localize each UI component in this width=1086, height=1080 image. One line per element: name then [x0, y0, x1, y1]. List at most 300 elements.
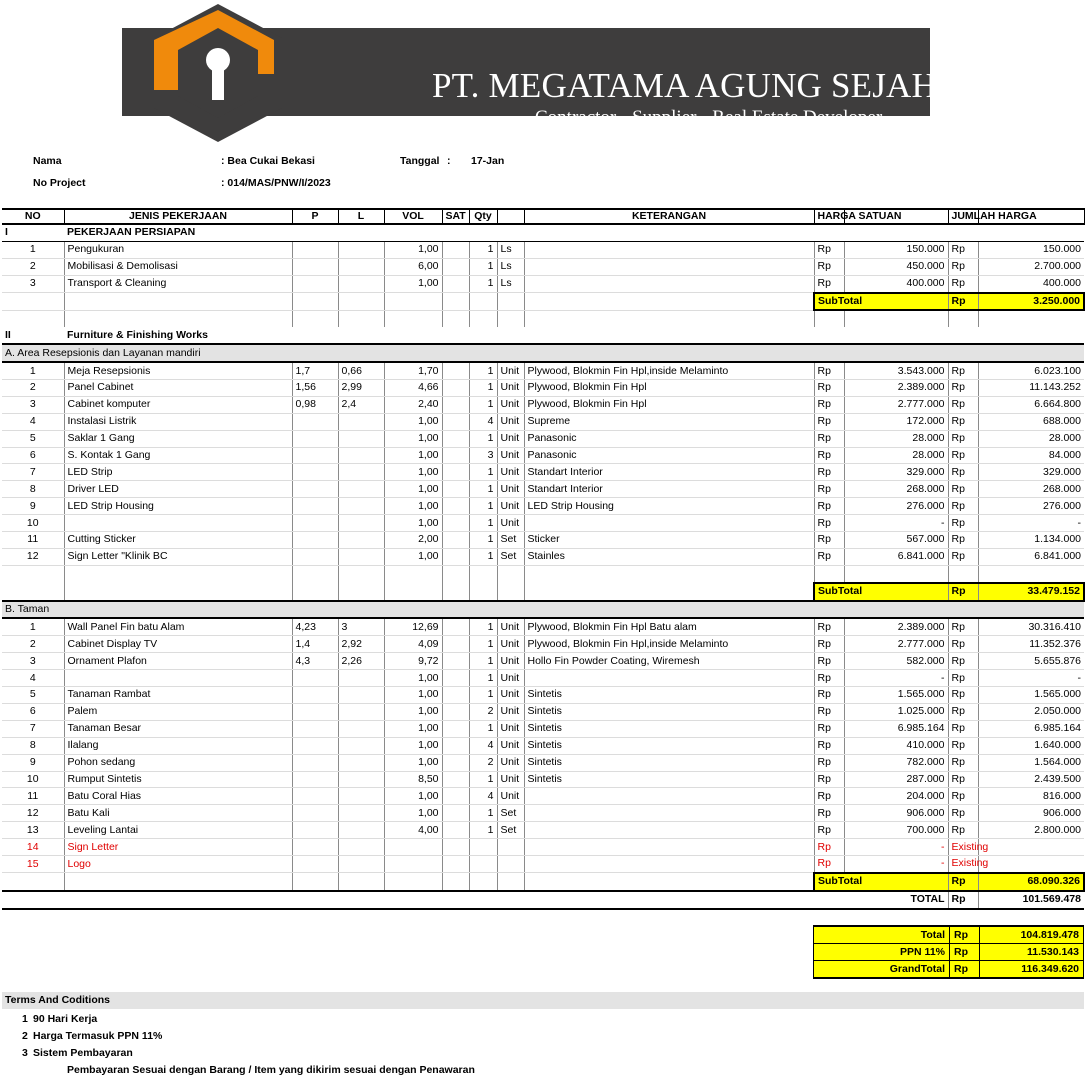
item-vol: 1,00: [384, 241, 442, 258]
item-vol: 1,70: [384, 362, 442, 379]
item-price-currency: Rp: [814, 805, 844, 822]
item-name: [64, 515, 292, 532]
item-row: [2, 413, 1084, 430]
blank-cell: [524, 565, 814, 582]
item-keterangan: Plywood, Blokmin Fin Hpl,inside Melaminto: [524, 362, 814, 379]
item-vol: 1,00: [384, 805, 442, 822]
blank-cell: [338, 327, 384, 344]
term-no: 2: [22, 1030, 28, 1042]
term-no: 3: [22, 1047, 28, 1059]
item-total: 276.000: [978, 498, 1084, 515]
blank-cell: [292, 224, 338, 241]
item-keterangan: Sintetis: [524, 703, 814, 720]
item-qty: 1: [469, 258, 497, 275]
subtotal-row: [2, 873, 1084, 891]
item-price-currency: Rp: [814, 720, 844, 737]
item-total-currency: Rp: [948, 430, 978, 447]
item-l: [338, 855, 384, 872]
summary-row: [814, 926, 1084, 944]
item-unit: Set: [497, 822, 524, 839]
item-total: 11.143.252: [978, 380, 1084, 397]
item-price-currency: Rp: [814, 822, 844, 839]
tanggal-value: 17-Jan: [471, 155, 505, 167]
item-price: 2.389.000: [844, 618, 948, 635]
blank-cell: [469, 583, 497, 601]
item-total-currency: Rp: [948, 737, 978, 754]
item-name: Sign Letter "Klinik BC: [64, 548, 292, 565]
item-total-currency: Rp: [948, 380, 978, 397]
item-name: Pengukuran: [64, 241, 292, 258]
item-unit: Unit: [497, 737, 524, 754]
item-qty: 1: [469, 515, 497, 532]
item-name: LED Strip: [64, 464, 292, 481]
column-header: L: [338, 209, 384, 224]
item-p: [292, 532, 338, 549]
item-sat: [442, 362, 469, 379]
total-currency: Rp: [948, 891, 978, 909]
item-total-currency: Rp: [948, 703, 978, 720]
subsection-row: [2, 344, 1084, 362]
blank-cell: [948, 327, 978, 344]
item-vol: 2,40: [384, 396, 442, 413]
item-name: Instalasi Listrik: [64, 413, 292, 430]
blank-cell: [524, 873, 814, 891]
item-price: 28.000: [844, 447, 948, 464]
item-unit: Unit: [497, 498, 524, 515]
summary-row: [814, 944, 1084, 961]
column-header: HARGA SATUAN: [814, 209, 844, 224]
item-price-currency: Rp: [814, 396, 844, 413]
item-name: Mobilisasi & Demolisasi: [64, 258, 292, 275]
blank-cell: [497, 293, 524, 311]
item-price: 6.841.000: [844, 548, 948, 565]
item-total-currency: Rp: [948, 515, 978, 532]
item-total-currency: Rp: [948, 636, 978, 653]
item-name: Saklar 1 Gang: [64, 430, 292, 447]
item-price: 1.565.000: [844, 687, 948, 704]
item-l: 2,26: [338, 653, 384, 670]
item-row: [2, 464, 1084, 481]
item-no: 9: [2, 754, 64, 771]
item-qty: 1: [469, 771, 497, 788]
item-row: [2, 447, 1084, 464]
item-keterangan: Sintetis: [524, 687, 814, 704]
item-name: Meja Resepsionis: [64, 362, 292, 379]
item-l: 2,99: [338, 380, 384, 397]
item-unit: Unit: [497, 515, 524, 532]
item-name: Palem: [64, 703, 292, 720]
blank-cell: [292, 873, 338, 891]
item-price-currency: Rp: [814, 498, 844, 515]
item-row: [2, 771, 1084, 788]
item-p: [292, 687, 338, 704]
item-total-currency: Rp: [948, 396, 978, 413]
item-unit: Ls: [497, 275, 524, 292]
item-row: [2, 687, 1084, 704]
item-l: [338, 413, 384, 430]
item-price-currency: Rp: [814, 515, 844, 532]
item-no: 2: [2, 258, 64, 275]
item-unit: Set: [497, 548, 524, 565]
item-unit: Ls: [497, 241, 524, 258]
item-qty: 1: [469, 653, 497, 670]
item-row: [2, 396, 1084, 413]
item-sat: [442, 275, 469, 292]
item-keterangan: Sintetis: [524, 754, 814, 771]
item-name: Leveling Lantai: [64, 822, 292, 839]
item-price: 700.000: [844, 822, 948, 839]
item-total: -: [978, 515, 1084, 532]
item-name: Logo: [64, 855, 292, 872]
item-name: S. Kontak 1 Gang: [64, 447, 292, 464]
item-qty: 4: [469, 737, 497, 754]
item-total: 2.050.000: [978, 703, 1084, 720]
item-unit: Unit: [497, 464, 524, 481]
blank-cell: [442, 224, 469, 241]
item-p: 1,56: [292, 380, 338, 397]
item-p: [292, 822, 338, 839]
item-p: 1,4: [292, 636, 338, 653]
item-total: 11.352.376: [978, 636, 1084, 653]
item-sat: [442, 653, 469, 670]
item-total-currency: Rp: [948, 618, 978, 635]
item-total-currency: Rp: [948, 754, 978, 771]
item-price-currency: Rp: [814, 362, 844, 379]
project-label: No Project: [33, 177, 86, 189]
blank-cell: [844, 565, 948, 582]
item-sat: [442, 532, 469, 549]
item-vol: 4,66: [384, 380, 442, 397]
subtotal-row: [2, 293, 1084, 311]
term-no: 1: [22, 1013, 28, 1025]
item-sat: [442, 413, 469, 430]
item-total-currency: Rp: [948, 771, 978, 788]
item-no: 2: [2, 636, 64, 653]
blank-cell: [292, 583, 338, 601]
subsection-row: [2, 601, 1084, 619]
item-total-currency: Rp: [948, 720, 978, 737]
total-value: 101.569.478: [978, 891, 1084, 909]
item-vol: 1,00: [384, 447, 442, 464]
blank-cell: [2, 565, 64, 582]
column-header: NO: [2, 209, 64, 224]
item-total-currency: Rp: [948, 413, 978, 430]
item-price: 582.000: [844, 653, 948, 670]
item-price: 172.000: [844, 413, 948, 430]
blank-cell: [64, 873, 292, 891]
item-keterangan: Plywood, Blokmin Fin Hpl,inside Melaminto: [524, 636, 814, 653]
item-l: 3: [338, 618, 384, 635]
item-total: 6.023.100: [978, 362, 1084, 379]
item-price: -: [844, 855, 948, 872]
item-unit: [497, 839, 524, 856]
item-vol: 1,00: [384, 430, 442, 447]
item-p: [292, 275, 338, 292]
item-price-currency: Rp: [814, 413, 844, 430]
item-price-currency: Rp: [814, 532, 844, 549]
item-no: 15: [2, 855, 64, 872]
blank-cell: [442, 293, 469, 311]
item-total: [978, 855, 1084, 872]
item-vol: 2,00: [384, 532, 442, 549]
blank-cell: [2, 583, 64, 601]
table-header-row: [2, 209, 1084, 224]
item-no: 7: [2, 720, 64, 737]
item-total-currency: Rp: [948, 498, 978, 515]
item-qty: 1: [469, 636, 497, 653]
item-vol: 1,00: [384, 670, 442, 687]
company-name: PT. MEGATAMA AGUNG SEJAHTERA: [432, 66, 1030, 105]
item-sat: [442, 771, 469, 788]
item-qty: [469, 855, 497, 872]
blank-cell: [64, 565, 292, 582]
blank-cell: [338, 565, 384, 582]
item-price-currency: Rp: [814, 855, 844, 872]
item-no: 9: [2, 498, 64, 515]
item-no: 8: [2, 737, 64, 754]
subtotal-label: SubTotal: [814, 293, 948, 311]
item-unit: Unit: [497, 703, 524, 720]
item-sat: [442, 822, 469, 839]
item-total: 6.841.000: [978, 548, 1084, 565]
item-keterangan: [524, 822, 814, 839]
item-sat: [442, 241, 469, 258]
item-l: [338, 754, 384, 771]
item-p: [292, 839, 338, 856]
item-price: 3.543.000: [844, 362, 948, 379]
item-vol: 1,00: [384, 687, 442, 704]
item-unit: Unit: [497, 413, 524, 430]
item-no: 3: [2, 653, 64, 670]
item-price: 204.000: [844, 788, 948, 805]
item-l: [338, 839, 384, 856]
item-total: 688.000: [978, 413, 1084, 430]
item-name: Batu Kali: [64, 805, 292, 822]
item-row: [2, 241, 1084, 258]
item-no: 8: [2, 481, 64, 498]
item-total-currency: Rp: [948, 464, 978, 481]
blank-cell: [2, 873, 64, 891]
item-total-currency: Rp: [948, 362, 978, 379]
nama-value: : Bea Cukai Bekasi: [221, 155, 315, 167]
item-row: [2, 839, 1084, 856]
item-vol: 1,00: [384, 720, 442, 737]
item-row: [2, 720, 1084, 737]
item-sat: [442, 464, 469, 481]
item-l: 2,4: [338, 396, 384, 413]
item-qty: 1: [469, 687, 497, 704]
item-price-currency: Rp: [814, 839, 844, 856]
column-header: P: [292, 209, 338, 224]
blank-cell: [524, 327, 814, 344]
blank-cell: [469, 327, 497, 344]
item-sat: [442, 670, 469, 687]
item-sat: [442, 720, 469, 737]
item-p: 0,98: [292, 396, 338, 413]
item-name: Transport & Cleaning: [64, 275, 292, 292]
item-unit: [497, 855, 524, 872]
item-row: [2, 532, 1084, 549]
item-sat: [442, 737, 469, 754]
item-no: 2: [2, 380, 64, 397]
item-l: [338, 464, 384, 481]
item-vol: 1,00: [384, 515, 442, 532]
item-total: 1.565.000: [978, 687, 1084, 704]
item-total: 5.655.876: [978, 653, 1084, 670]
item-unit: Set: [497, 532, 524, 549]
item-qty: [469, 839, 497, 856]
item-l: [338, 430, 384, 447]
item-total: 2.800.000: [978, 822, 1084, 839]
item-p: 4,23: [292, 618, 338, 635]
subtotal-label: SubTotal: [814, 583, 948, 601]
item-total-currency: Rp: [948, 788, 978, 805]
item-qty: 1: [469, 396, 497, 413]
item-row: [2, 703, 1084, 720]
item-price: 2.777.000: [844, 396, 948, 413]
summary-table: [813, 925, 1084, 979]
blank-cell: [442, 327, 469, 344]
item-p: [292, 258, 338, 275]
item-price: 567.000: [844, 532, 948, 549]
item-name: Cabinet komputer: [64, 396, 292, 413]
item-l: [338, 532, 384, 549]
item-row: [2, 275, 1084, 292]
blank-cell: [384, 565, 442, 582]
column-header: JENIS PEKERJAAN: [64, 209, 292, 224]
item-unit: Unit: [497, 362, 524, 379]
item-total: 906.000: [978, 805, 1084, 822]
item-price: 410.000: [844, 737, 948, 754]
grand-total-row: [2, 891, 1084, 909]
item-unit: Unit: [497, 636, 524, 653]
item-price-currency: Rp: [814, 703, 844, 720]
blank-cell: [469, 293, 497, 311]
item-p: [292, 241, 338, 258]
item-p: [292, 737, 338, 754]
subtotal-value: 3.250.000: [978, 293, 1084, 311]
blank-cell: [814, 327, 844, 344]
item-l: [338, 703, 384, 720]
item-p: [292, 498, 338, 515]
item-price-currency: Rp: [814, 275, 844, 292]
item-unit: Unit: [497, 653, 524, 670]
item-keterangan: LED Strip Housing: [524, 498, 814, 515]
column-header: Qty: [469, 209, 497, 224]
item-l: [338, 720, 384, 737]
item-total: 329.000: [978, 464, 1084, 481]
summary-currency: Rp: [950, 926, 980, 944]
item-no: 1: [2, 618, 64, 635]
blank-cell: [524, 583, 814, 601]
item-keterangan: Plywood, Blokmin Fin Hpl: [524, 396, 814, 413]
item-p: [292, 805, 338, 822]
item-row: [2, 855, 1084, 872]
item-sat: [442, 805, 469, 822]
blank-cell: [442, 583, 469, 601]
blank-cell: [338, 224, 384, 241]
term-text: Harga Termasuk PPN 11%: [33, 1030, 163, 1042]
blank-cell: [2, 310, 64, 327]
item-qty: 1: [469, 498, 497, 515]
item-keterangan: [524, 805, 814, 822]
item-no: 12: [2, 805, 64, 822]
item-p: [292, 515, 338, 532]
blank-cell: [948, 224, 978, 241]
item-total-currency: Rp: [948, 653, 978, 670]
item-row: [2, 380, 1084, 397]
item-p: [292, 771, 338, 788]
item-sat: [442, 258, 469, 275]
item-qty: 1: [469, 464, 497, 481]
item-l: [338, 447, 384, 464]
blank-cell: [338, 583, 384, 601]
item-price-currency: Rp: [814, 653, 844, 670]
item-vol: 4,09: [384, 636, 442, 653]
blank-cell: [844, 327, 948, 344]
item-l: [338, 258, 384, 275]
item-row: [2, 653, 1084, 670]
item-price-currency: Rp: [814, 464, 844, 481]
item-unit: Unit: [497, 396, 524, 413]
item-vol: [384, 839, 442, 856]
spacer-row: [2, 565, 1084, 582]
summary-label: Total: [814, 926, 950, 944]
item-price: 2.389.000: [844, 380, 948, 397]
item-sat: [442, 481, 469, 498]
item-vol: 1,00: [384, 275, 442, 292]
item-sat: [442, 548, 469, 565]
section-row: [2, 327, 1084, 344]
item-no: 7: [2, 464, 64, 481]
item-no: 11: [2, 532, 64, 549]
item-no: 14: [2, 839, 64, 856]
item-qty: 1: [469, 805, 497, 822]
blank-cell: [338, 873, 384, 891]
project-value: : 014/MAS/PNW/I/2023: [221, 177, 331, 189]
item-qty: 1: [469, 275, 497, 292]
blank-cell: [442, 873, 469, 891]
item-total: 2.700.000: [978, 258, 1084, 275]
blank-cell: [64, 583, 292, 601]
summary-table-body: [814, 926, 1084, 978]
blank-cell: [978, 310, 1084, 327]
blank-cell: [292, 327, 338, 344]
item-name: Wall Panel Fin batu Alam: [64, 618, 292, 635]
item-unit: Unit: [497, 687, 524, 704]
item-row: [2, 737, 1084, 754]
section-no: II: [2, 327, 64, 344]
item-price: 150.000: [844, 241, 948, 258]
item-total-currency: Rp: [948, 532, 978, 549]
item-no: 3: [2, 396, 64, 413]
item-no: 3: [2, 275, 64, 292]
item-qty: 2: [469, 754, 497, 771]
item-unit: Set: [497, 805, 524, 822]
blank-cell: [469, 310, 497, 327]
item-qty: 1: [469, 241, 497, 258]
item-qty: 1: [469, 720, 497, 737]
item-no: 1: [2, 241, 64, 258]
item-sat: [442, 754, 469, 771]
item-vol: 9,72: [384, 653, 442, 670]
item-p: [292, 703, 338, 720]
item-row: [2, 636, 1084, 653]
item-keterangan: Plywood, Blokmin Fin Hpl Batu alam: [524, 618, 814, 635]
item-sat: [442, 498, 469, 515]
item-l: 0,66: [338, 362, 384, 379]
item-sat: [442, 703, 469, 720]
